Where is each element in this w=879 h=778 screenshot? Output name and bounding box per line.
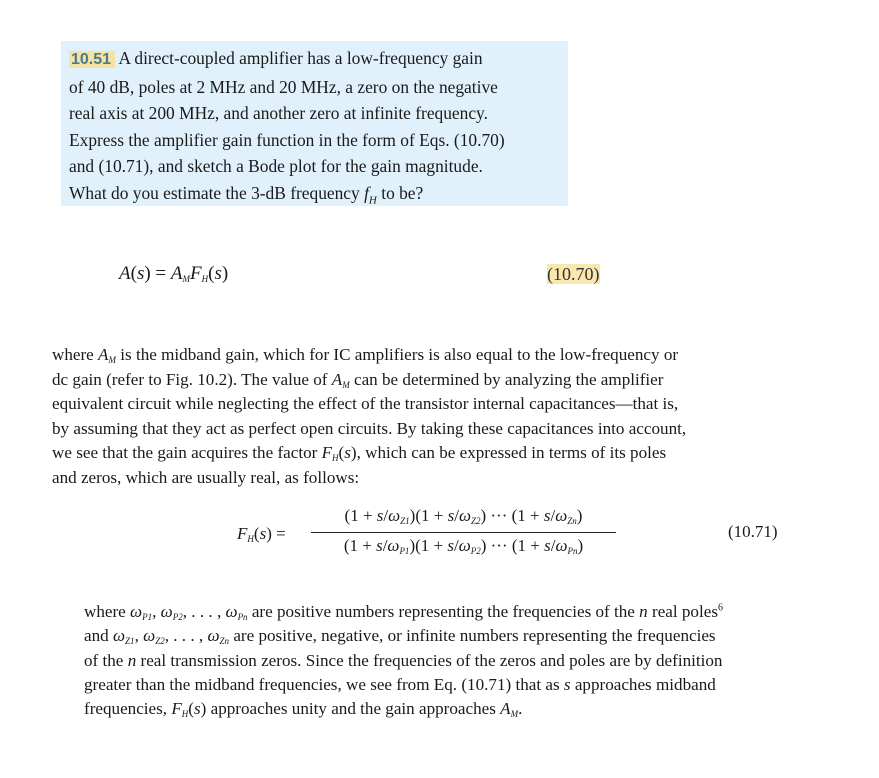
equation-number-10-71: (10.71)	[728, 522, 778, 541]
problem-line-3: real axis at 200 MHz, and another zero at infinite frequency.	[69, 103, 488, 123]
problem-line-4: Express the amplifier gain function in the form of Eqs. (10.70)	[69, 129, 505, 150]
problem-line-6: What do you estimate the 3-dB frequency $f_H$ to be?	[69, 182, 424, 206]
body-paragraph-1: where $A_M$ is the midband gain, which for IC amplifiers is also equal to the low-frequency or dc gain (refer to Fig. 10.2). The value of $A_M$ can be determined by analyzing the amplifier equivalent circuit while neglecting the effect of the transistor internal capacitances—that is, by assuming that they act as perfect open circuits. By taking these capacitances into account, we see that the gain acquires the factor $F_H(s)$, which can be expressed in terms of its poles and zeros, which are usually real, as follows:	[52, 345, 687, 487]
problem-box	[61, 41, 568, 206]
body-paragraph-2: where $\omega_{P1}$, $\omega_{P2}$, . . . , $\omega_{Pn}$ are positive numbers representing the frequencies of the n real poles$^6$ and $\omega_{Z1}$, $\omega_{Z2}$, . . . , $\omega_{Zn}$ are positive, negative, or infinite numbers representing the frequencies of the n real transmission zeros. Since the frequencies of the zeros and poles are by definition greater than the midband frequencies, we see from Eq. (10.71) that as s approaches midband frequencies, $F_H(s)$ approaches unity and the gain approaches $A_M$.	[84, 602, 723, 720]
problem-line-1: 10.51 A direct-coupled amplifier has a low-frequency gain	[71, 48, 483, 68]
fraction-bar	[311, 532, 616, 533]
equation-10-70: $A(s) = A_MF_H(s)$	[119, 263, 229, 284]
fh-symbol: $f_H$	[364, 182, 377, 206]
equation-number-10-70: (10.70)	[547, 264, 600, 284]
numerator: $(1 + s/\omega_{Z1})(1 + s/\omega_{Z2})$ ··· $(1 + s/\omega_{Zn})$	[344, 506, 583, 526]
denominator: $(1 + s/\omega_{P1})(1 + s/\omega_{P2})$ ··· $(1 + s/\omega_{Pn})$	[343, 536, 584, 556]
footnote-marker: 6	[717, 602, 723, 614]
problem-line-5: and (10.71), and sketch a Bode plot for the gain magnitude.	[69, 156, 483, 176]
problem-number: 10.51	[69, 51, 115, 68]
fraction	[311, 506, 616, 556]
problem-line-2: of 40 dB, poles at 2 MHz and 20 MHz, a zero on the negative	[69, 76, 498, 97]
